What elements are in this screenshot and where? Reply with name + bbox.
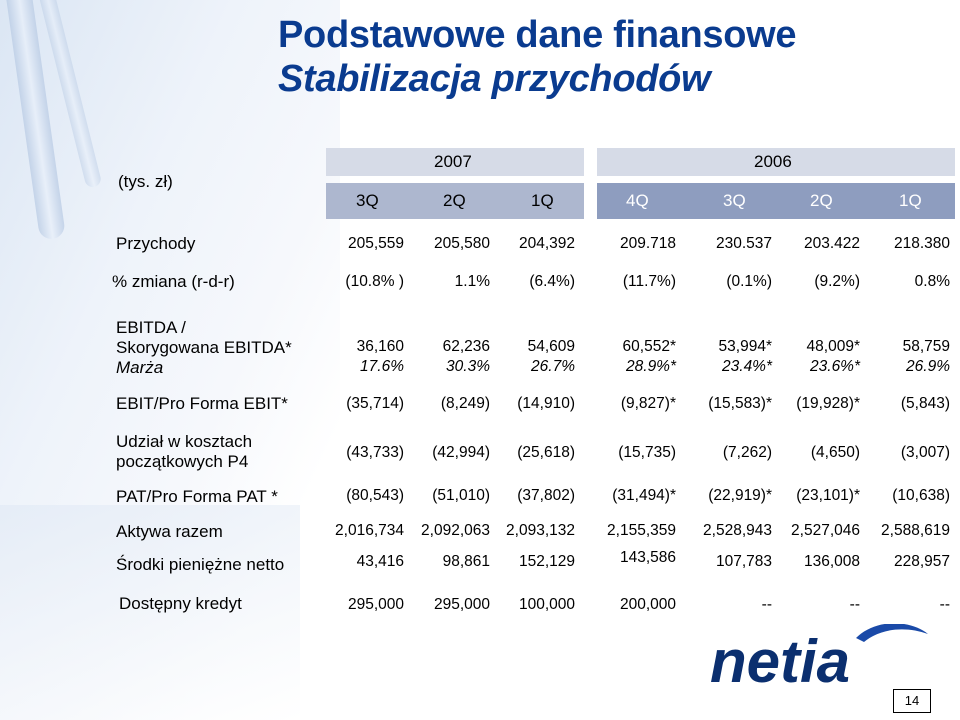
quarter-header-2006: [597, 183, 955, 219]
table-cell: (35,714): [346, 395, 404, 412]
table-cell: 36,160: [356, 338, 404, 355]
table-cell: (15,735): [618, 444, 676, 461]
margin-cell: 30.3%: [446, 358, 490, 375]
row-label-pat: PAT/Pro Forma PAT *: [116, 487, 278, 506]
margin-cell: 26.7%: [531, 358, 575, 375]
quarter-label: 3Q: [356, 191, 379, 210]
quarter-header-2007: [326, 183, 584, 219]
page-number: 14: [893, 689, 931, 713]
table-cell: (10,638): [892, 487, 950, 504]
table-cell: --: [939, 596, 950, 613]
table-cell: 230.537: [715, 235, 772, 252]
table-cell: 295,000: [347, 596, 404, 613]
row-label-ebitda: Skorygowana EBITDA*: [116, 338, 292, 357]
netia-logo: [706, 624, 934, 688]
table-cell: 2,155,359: [607, 522, 676, 539]
table-cell: 58,759: [902, 338, 950, 355]
table-cell: (9,827)*: [620, 395, 676, 412]
row-label-revenue: Przychody: [116, 234, 196, 253]
table-cell: 48,009*: [806, 338, 860, 355]
table-cell: 205,559: [347, 235, 404, 252]
row-label-cash: Środki pieniężne netto: [116, 555, 285, 574]
quarter-label: 1Q: [899, 191, 922, 210]
table-cell: (10.8% ): [345, 273, 404, 290]
quarter-label: 3Q: [723, 191, 746, 210]
table-cell: (43,733): [346, 444, 404, 461]
margin-cell: 23.4%*: [722, 358, 772, 375]
table-cell: (80,543): [346, 487, 404, 504]
row-label-assets: Aktywa razem: [116, 522, 223, 541]
row-label-change: % zmiana (r-d-r): [112, 272, 235, 291]
table-cell: 200,000: [619, 596, 676, 613]
table-cell: 228,957: [893, 553, 950, 570]
table-cell: (6.4%): [529, 273, 575, 290]
row-label-credit: Dostępny kredyt: [119, 594, 242, 613]
table-cell: (8,249): [440, 395, 490, 412]
table-cell: --: [849, 596, 860, 613]
table-cell: (31,494)*: [612, 487, 676, 504]
table-cell: (5,843): [900, 395, 950, 412]
margin-cell: 17.6%: [360, 358, 404, 375]
table-cell: 53,994*: [718, 338, 772, 355]
table-cell: 60,552*: [622, 338, 676, 355]
logo-swoosh: [856, 624, 928, 642]
table-cell: (42,994): [432, 444, 490, 461]
quarter-label: 4Q: [626, 191, 649, 210]
table-cell: 2,093,132: [506, 522, 575, 539]
table-cell: 136,008: [803, 553, 860, 570]
row-label-margin: Marża: [116, 358, 164, 377]
table-cell: 143,586: [619, 549, 676, 566]
table-cell: --: [761, 596, 772, 613]
table-cell: (14,910): [517, 395, 575, 412]
logo-text: netia: [710, 628, 851, 688]
table-cell: (51,010): [432, 487, 490, 504]
table-cell: 209.718: [619, 235, 676, 252]
table-cell: 2,528,943: [703, 522, 772, 539]
table-cell: 2,588,619: [881, 522, 950, 539]
table-cell: 218.380: [893, 235, 950, 252]
table-cell: (11.7%): [622, 273, 676, 290]
table-cell: 43,416: [356, 553, 404, 570]
margin-cell: 23.6%*: [810, 358, 860, 375]
table-cell: 295,000: [433, 596, 490, 613]
table-cell: 2,092,063: [421, 522, 490, 539]
table-cell: 203.422: [803, 235, 860, 252]
table-cell: (22,919)*: [708, 487, 772, 504]
table-cell: 100,000: [518, 596, 575, 613]
year-header-2006: [597, 148, 955, 176]
table-cell: 98,861: [442, 553, 490, 570]
quarter-label: 1Q: [531, 191, 554, 210]
table-cell: 54,609: [527, 338, 575, 355]
page-title: Podstawowe dane finansowe: [278, 14, 797, 56]
quarter-label: 2Q: [810, 191, 833, 210]
table-cell: (19,928)*: [796, 395, 860, 412]
table-cell: (3,007): [900, 444, 950, 461]
table-cell: (4,650): [810, 444, 860, 461]
row-label-p4: Udział w kosztach: [116, 432, 253, 451]
table-cell: 2,016,734: [335, 522, 404, 539]
table-cell: 0.8%: [914, 273, 950, 290]
table-cell: (15,583)*: [708, 395, 772, 412]
table-cell: (9.2%): [814, 273, 860, 290]
margin-cell: 26.9%: [906, 358, 950, 375]
table-cell: (25,618): [517, 444, 575, 461]
table-cell: 107,783: [715, 553, 772, 570]
table-cell: (37,802): [517, 487, 575, 504]
unit-label: (tys. zł): [118, 172, 173, 191]
table-cell: (7,262): [722, 444, 772, 461]
table-cell: (0.1%): [726, 273, 772, 290]
table-cell: 205,580: [433, 235, 490, 252]
table-cell: 204,392: [518, 235, 575, 252]
year-label: 2007: [434, 152, 472, 171]
page-subtitle: Stabilizacja przychodów: [278, 58, 711, 100]
table-cell: (23,101)*: [796, 487, 860, 504]
row-label-ebitda: EBITDA /: [116, 318, 186, 337]
table-cell: 1.1%: [454, 273, 490, 290]
year-header-2007: [326, 148, 584, 176]
year-label: 2006: [754, 152, 792, 171]
row-label-p4: początkowych P4: [116, 452, 249, 471]
table-cell: 152,129: [518, 553, 575, 570]
table-cell: 62,236: [442, 338, 490, 355]
table-cell: 2,527,046: [791, 522, 860, 539]
margin-cell: 28.9%*: [626, 358, 676, 375]
quarter-label: 2Q: [443, 191, 466, 210]
row-label-ebit: EBIT/Pro Forma EBIT*: [116, 394, 288, 413]
